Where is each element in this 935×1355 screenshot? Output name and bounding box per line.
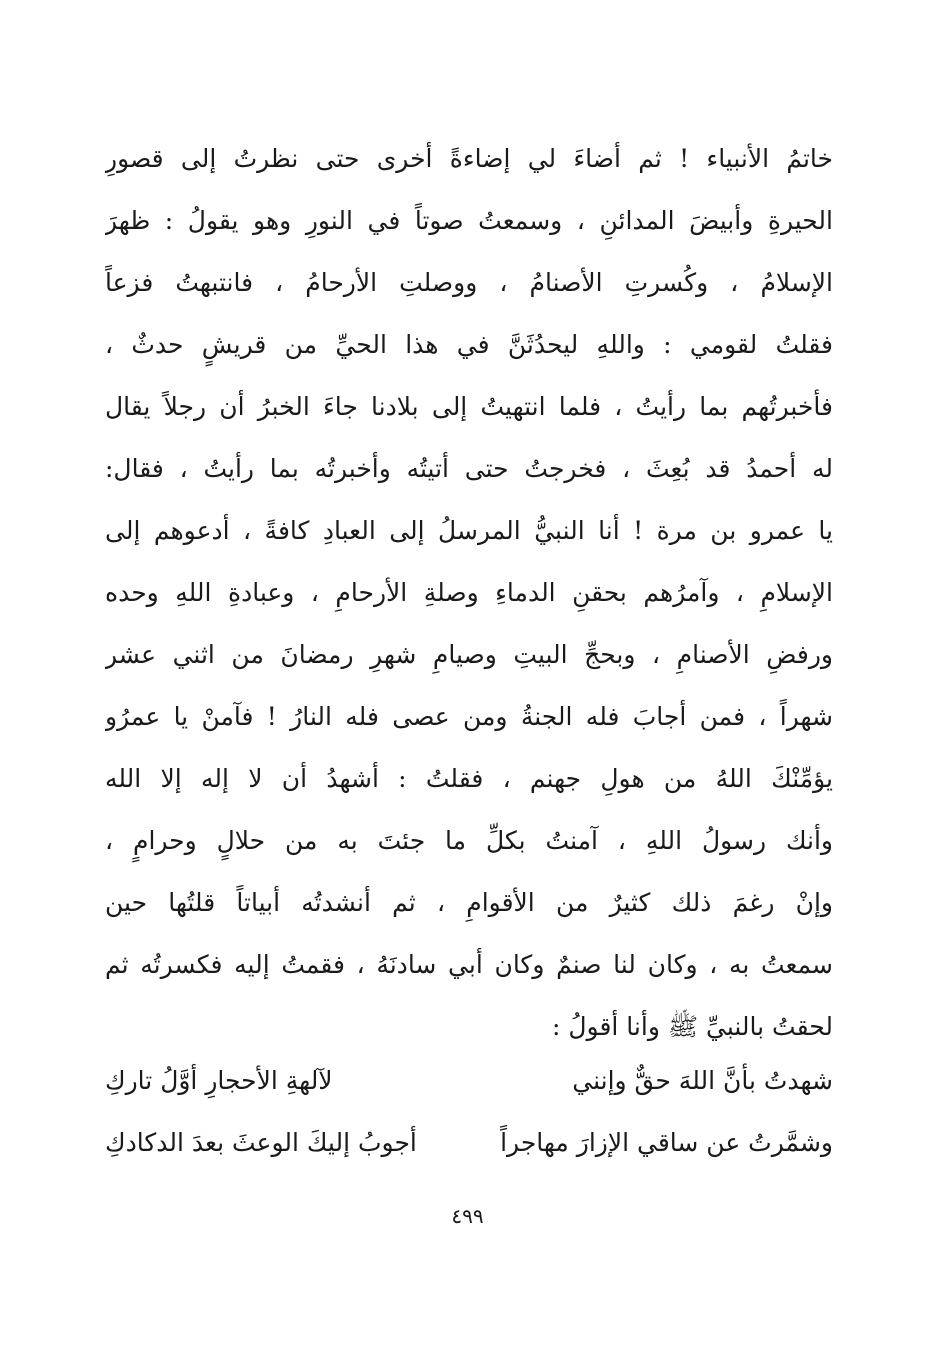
poem-block [105, 1050, 833, 1174]
text-line: فأخبرتُهم بما رأيتُ ، فلما انتهيتُ إلى بلادنا جاءَ الخبرُ أن رجلاً يقال [105, 392, 833, 421]
text-line: يا عمرو بن مرة ! أنا النبيُّ المرسلُ إلى العبادِ كافةً ، أدعوهم إلى [105, 516, 833, 545]
text-line: سمعتُ به ، وكان لنا صنمٌ وكان أبي سادنَهُ ، فقمتُ إليه فكسرتُه ثم [105, 950, 833, 979]
text-line: وإنْ رغمَ ذلك كثيرٌ من الأقوامِ ، ثم أنشدتُه أبياتاً قلتُها حين [105, 888, 833, 917]
text-line: الإسلامِ ، وآمرُهم بحقنِ الدماءِ وصلةِ الأرحامِ ، وعبادةِ اللهِ وحده [105, 578, 833, 607]
text-line: الإسلامُ ، وكُسرتِ الأصنامُ ، ووصلتِ الأرحامُ ، فانتبهتُ فزعاً [105, 268, 833, 297]
text-line: لحقتُ بالنبيِّ ﷺ وأنا أقولُ : [552, 1012, 833, 1041]
prose-block [105, 128, 833, 1058]
verse-first-hemistich: وشمَّرتُ عن ساقي الإزارَ مهاجراً [500, 1128, 833, 1157]
text-line: ورفضِ الأصنامِ ، وبحجِّ البيتِ وصيامِ شهرِ رمضانَ من اثني عشر [105, 640, 833, 669]
verse-second-hemistich: أجوبُ إليكَ الوعثَ بعدَ الدكادكِ [105, 1128, 417, 1157]
text-line: فقلتُ لقومي : واللهِ ليحدُثَنَّ في هذا الحيِّ من قريشٍ حدثٌ ، [105, 330, 833, 359]
text-line: وأنك رسولُ اللهِ ، آمنتُ بكلِّ ما جئتَ به من حلالٍ وحرامٍ ، [105, 826, 833, 855]
text-line: شهراً ، فمن أجابَ فله الجنةُ ومن عصى فله النارُ ! فآمنْ يا عمرُو [105, 702, 833, 731]
page-number: ٤٩٩ [451, 1204, 484, 1228]
text-line: له أحمدُ قد بُعِثَ ، فخرجتُ حتى أتيتُه وأخبرتُه بما رأيتُ ، فقال: [105, 454, 833, 483]
text-line: الحيرةِ وأبيضَ المدائنِ ، وسمعتُ صوتاً في النورِ وهو يقولُ : ظهرَ [105, 206, 833, 235]
poem-verse [105, 1112, 833, 1174]
verse-second-hemistich: لآلهةِ الأحجارِ أوَّلُ تاركِ [105, 1066, 333, 1095]
text-line: خاتمُ الأنبياء ! ثم أضاءَ لي إضاءةً أخرى حتى نظرتُ إلى قصورِ [105, 144, 833, 173]
poem-verse [105, 1050, 833, 1112]
text-line: يؤمِّنْكَ اللهُ من هولِ جهنم ، فقلتُ : أشهدُ أن لا إله إلا الله [105, 764, 833, 793]
verse-first-hemistich: شهدتُ بأنَّ اللهَ حقٌّ وإنني [572, 1066, 833, 1095]
